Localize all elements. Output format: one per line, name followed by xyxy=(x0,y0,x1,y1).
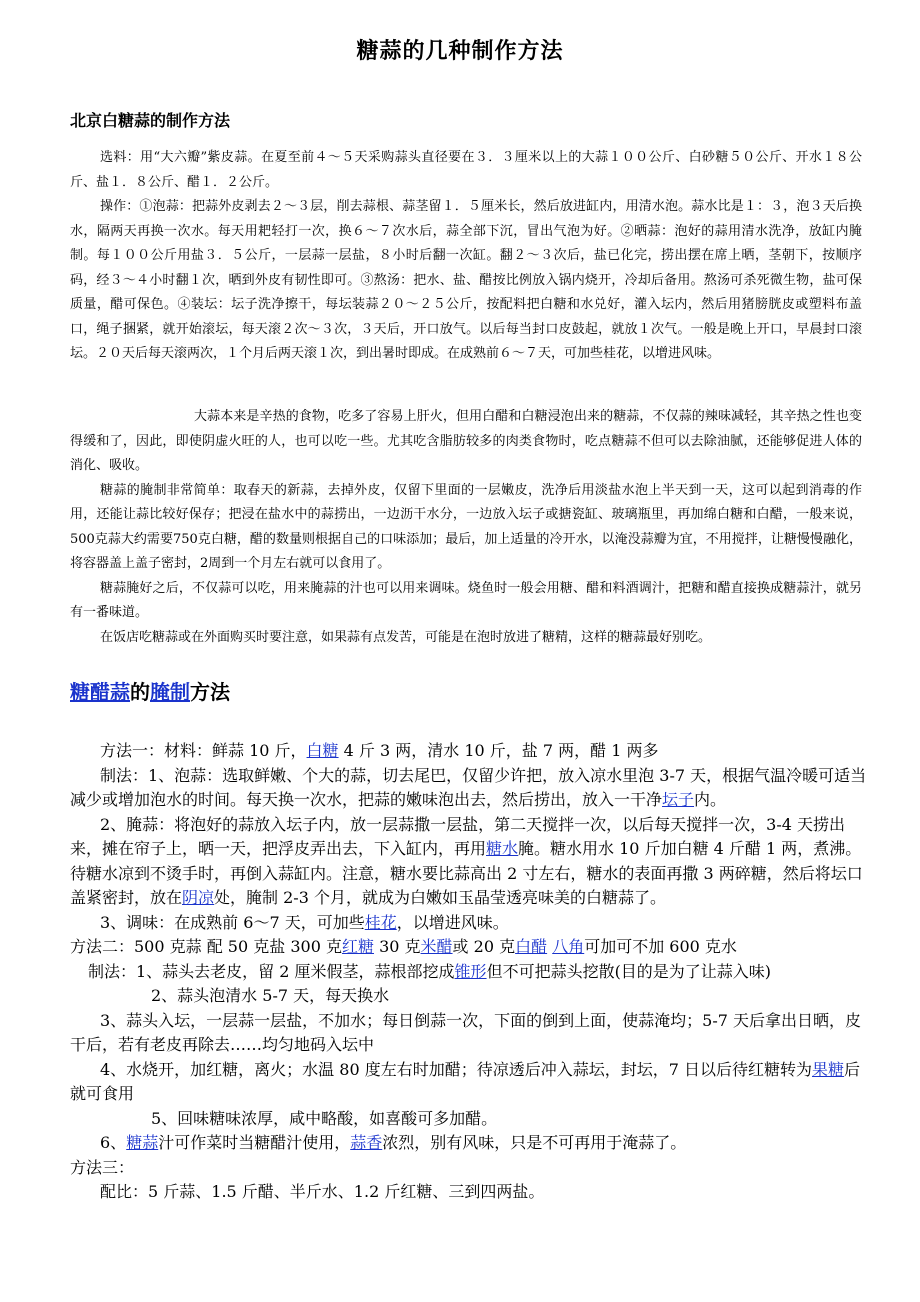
link-hongtang[interactable]: 红糖 xyxy=(341,937,374,956)
link-guihua[interactable]: 桂花 xyxy=(364,912,397,932)
section-heading-sweet-sour: 糖醋蒜的腌制方法 xyxy=(70,680,230,704)
m1-step3: 3、调味：在成熟前 6～7 天，可加些桂花，以增进风味。 xyxy=(100,912,509,932)
section-heading-beijing: 北京白糖蒜的制作方法 xyxy=(70,111,231,130)
link-guotang[interactable]: 果糖 xyxy=(811,1059,844,1079)
m2-materials: 方法二：500 克蒜 配 50 克盐 300 克红糖 30 克米醋或 20 克白醋 八角可加可不加 600 克水 xyxy=(70,937,737,956)
m2-step5: 5、回味糖味浓厚，咸中略酸，如喜酸可多加醋。 xyxy=(151,1108,498,1128)
link-baitang[interactable]: 白糖 xyxy=(306,741,339,760)
m2-step2: 2、蒜头泡清水 5-7 天，每天换水 xyxy=(151,986,390,1005)
m1-materials: 方法一：材料：鲜蒜 10 斤，白糖 4 斤 3 两，清水 10 斤，盐 7 两，醋 1 两多 xyxy=(100,741,659,760)
m2-step3: 3、蒜头入坛，一层蒜一层盐，不加水；每日倒蒜一次，下面的倒到上面，使蒜淹均；5-7 天后拿出日晒，皮干后，若有老皮再除去……均匀地码入坛中 xyxy=(70,1010,862,1054)
link-bajiao[interactable]: 八角 xyxy=(552,937,585,956)
link-yanzhi[interactable]: 腌制 xyxy=(150,680,190,704)
paragraph-method: 糖蒜的腌制非常简单：取春天的新蒜，去掉外皮，仅留下里面的一层嫩皮，洗净后用淡盐水泡上半天到一天，这可以起到消毒的作用，还能让蒜比较好保存；把浸在盐水中的蒜捞出，一边沥干水分，一边放入坛子或搪瓷缸、玻璃瓶里，再加绵白糖和白醋，一般来说，500克蒜大约需要750克白糖，醋的数量则根据自己的口味添加；最后，加上适量的冷开水，以淹没蒜瓣为宜，不用搅拌，让糖慢慢融化，将容器盖上盖子密封，2周到一个月左右就可以食用了。 xyxy=(70,482,862,571)
m2-step4: 4、水烧开，加红糖，离火；水温 80 度左右时加醋；待凉透后冲入蒜坛，封坛，7 日以后待红糖转为果糖后就可食用 xyxy=(70,1059,861,1103)
sweet-sour-method-block xyxy=(70,739,870,1205)
m3-ratio: 配比：5 斤蒜、1.5 斤醋、半斤水、1.2 斤红糖、三到四两盐。 xyxy=(100,1182,545,1201)
paragraph-intro: 大蒜本来是辛热的食物，吃多了容易上肝火，但用白醋和白糖浸泡出来的糖蒜，不仅蒜的辣味减轻，其辛热之性也变得缓和了，因此，即使阴虚火旺的人，也可以吃一些。尤其吃含脂肪较多的肉类食物时，吃点糖蒜不但可以去除油腻，还能够促进人体的消化、吸收。 xyxy=(70,409,862,473)
link-tanzi[interactable]: 坛子 xyxy=(662,790,695,809)
beijing-method-block xyxy=(70,146,862,367)
link-tangsuan[interactable]: 糖蒜 xyxy=(126,1133,159,1152)
m2-step6: 6、糖蒜汁可作菜时当糖醋汁使用，蒜香浓烈，别有风味，只是不可再用于淹蒜了。 xyxy=(100,1133,687,1152)
link-baicu[interactable]: 白醋 xyxy=(515,937,548,956)
link-zhuixing[interactable]: 锥形 xyxy=(454,961,487,981)
m3-label: 方法三： xyxy=(70,1157,135,1177)
m1-step1: 制法：1、泡蒜：选取鲜嫩、个大的蒜，切去尾巴，仅留少许把，放入凉水里泡 3-7 天，根据气温冷暖可适当减少或增加泡水的时间。每天换一次水，把蒜的嫩味泡出去，然后捞出，放入一干净坛子内。 xyxy=(70,765,867,809)
garlic-benefits-block xyxy=(70,405,862,650)
m1-step2: 2、腌蒜：将泡好的蒜放入坛子内，放一层蒜撒一层盐，第二天搅拌一次，以后每天搅拌一次，3-4 天捞出来，摊在帘子上，晒一天，把浮皮弄出去，下入缸内，再用糖水腌。糖水用水 10 斤加白糖 4 斤醋 1 两，煮沸。待糖水凉到不烫手时，再倒入蒜缸内。注意，糖水要比蒜高出 2 寸左右，糖水的表面再撒 3 两碎糖，然后将坛口盖紧密封，放在阴凉处，腌制 2-3 个月，就成为白嫩如玉晶莹透亮味美的白糖蒜了。 xyxy=(70,814,863,907)
link-tangshui[interactable]: 糖水 xyxy=(486,839,519,858)
paragraph-warning: 在饭店吃糖蒜或在外面购买时要注意，如果蒜有点发苦，可能是在泡时放进了糖精，这样的糖蒜最好别吃。 xyxy=(100,629,712,645)
m2-step1: 制法：1、蒜头去老皮，留 2 厘米假茎，蒜根部挖成锥形但不可把蒜头挖散(目的是为了让蒜入味) xyxy=(88,961,772,981)
link-micu[interactable]: 米醋 xyxy=(420,937,453,956)
paragraph-operation: 操作：①泡蒜：把蒜外皮剥去２～３层，削去蒜根、蒜茎留１．５厘米长，然后放进缸内，用清水泡。蒜水比是１：３，泡３天后换水，隔两天再换一次水。每天用耙轻打一次，换６～７次水后，蒜全部下沉，冒出气泡为好。②晒蒜：泡好的蒜用清水洗净，放缸内腌制。每１００公斤用盐３．５公斤，一层蒜一层盐，８小时后翻一次缸。翻２～３次后，盐已化完，捞出摆在席上晒，茎朝下，按顺序码，经３～４小时翻１次，晒到外皮有韧性即可。③熬汤：把水、盐、醋按比例放入锅内烧开，冷却后备用。熬汤可杀死微生物，盐可保质量，醋可保色。④装坛：坛子洗净擦干，每坛装蒜２０～２５公斤，按配料把白糖和水兑好，灌入坛内，然后用猪膀胱皮或塑料布盖口，绳子捆紧，就开始滚坛，每天滚２次～３次，３天后，开口放气。以后每当封口皮鼓起，就放１次气。一般是晚上开口，早晨封口滚坛。２０天后每天滚两次，１个月后两天滚１次，到出暑时即成。在成熟前６～７天，可加些桂花，以增进风味。 xyxy=(70,199,862,361)
link-tangcusuan[interactable]: 糖醋蒜 xyxy=(70,680,130,704)
link-yinliang[interactable]: 阴凉 xyxy=(182,888,215,907)
page-title: 糖蒜的几种制作方法 xyxy=(356,38,564,64)
paragraph-after: 糖蒜腌好之后，不仅蒜可以吃，用来腌蒜的汁也可以用来调味。烧鱼时一般会用糖、醋和料酒调汁，把糖和醋直接换成糖蒜汁，就另有一番味道。 xyxy=(70,580,862,620)
paragraph-selection: 选料：用“大六瓣”紫皮蒜。在夏至前４～５天采购蒜头直径要在３．３厘米以上的大蒜１００公斤、白砂糖５０公斤、开水１８公斤、盐１．８公斤、醋１．２公斤。 xyxy=(70,150,862,190)
link-suanxiang[interactable]: 蒜香 xyxy=(350,1133,383,1152)
